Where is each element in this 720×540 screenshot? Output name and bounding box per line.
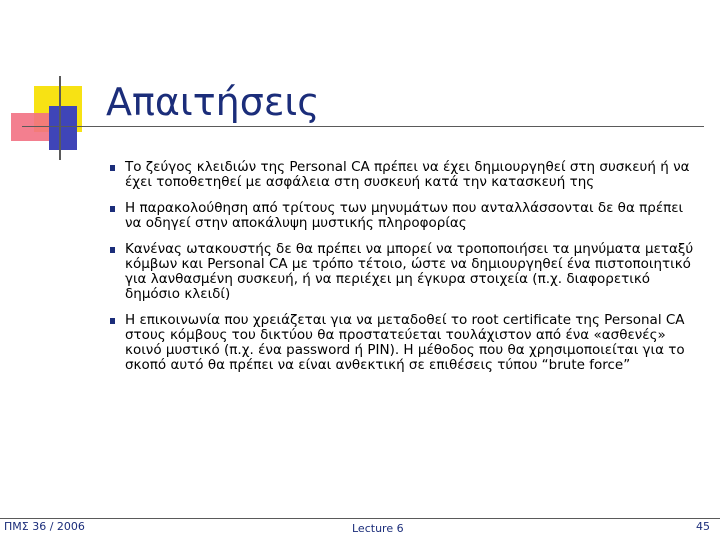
bullet-item xyxy=(110,160,700,190)
bullet-text: Το ζεύγος κλειδιών της Personal CA πρέπει να έχει δημιουργηθεί στη συσκευή ή να έχει τοποθετηθεί με ασφάλεια στη συσκευή κατά την κατασκευή της xyxy=(125,159,690,190)
decorative-vertical-line xyxy=(59,76,61,160)
footer-lecture-label: Lecture 6 xyxy=(352,522,404,535)
bullet-item xyxy=(110,201,700,231)
slide-number: 45 xyxy=(696,520,710,533)
bullet-text: Κανένας ωτακουστής δε θα πρέπει να μπορεί να τροποποιήσει τα μηνύματα μεταξύ κόμβων και Personal CA με τρόπο τέτοιο, ώστε να δημιουργηθεί ένα πιστοποιητικό για λανθασμένη συσκευή, ή να περιέχει μη έγκυρα στοιχεία (π.χ. διαφορετικό δημόσιο κλειδί) xyxy=(125,241,694,302)
bullet-text: Η παρακολούθηση από τρίτους των μηνυμάτων που ανταλλάσσονται δε θα πρέπει να οδηγεί στην αποκάλυψη μυστικής πληροφορίας xyxy=(125,200,684,231)
title-divider-line xyxy=(22,126,704,127)
bullet-marker-icon xyxy=(110,206,115,212)
bullet-text: Η επικοινωνία που χρειάζεται για να μεταδοθεί το root certificate της Personal CA στους κόμβους του δικτύου θα προστατεύεται τουλάχιστον από ένα «ασθενές» κοινό μυστικό (π.χ. ένα password ή PIN). Η μέθοδος που θα χρησιμοποιείται για το σκοπό αυτό θα πρέπει να είναι ανθεκτική σε επιθέσεις τύπου “brute force” xyxy=(125,312,685,373)
bullet-list xyxy=(110,160,700,384)
bullet-item xyxy=(110,242,700,302)
bullet-marker-icon xyxy=(110,165,115,171)
decorative-blue-rectangle xyxy=(49,106,77,150)
footer-divider-line xyxy=(0,518,720,519)
footer-course-label: ΠΜΣ 36 / 2006 xyxy=(4,520,85,533)
bullet-marker-icon xyxy=(110,247,115,253)
bullet-marker-icon xyxy=(110,318,115,324)
slide-title: Απαιτήσεις xyxy=(106,80,320,124)
bullet-item xyxy=(110,313,700,373)
